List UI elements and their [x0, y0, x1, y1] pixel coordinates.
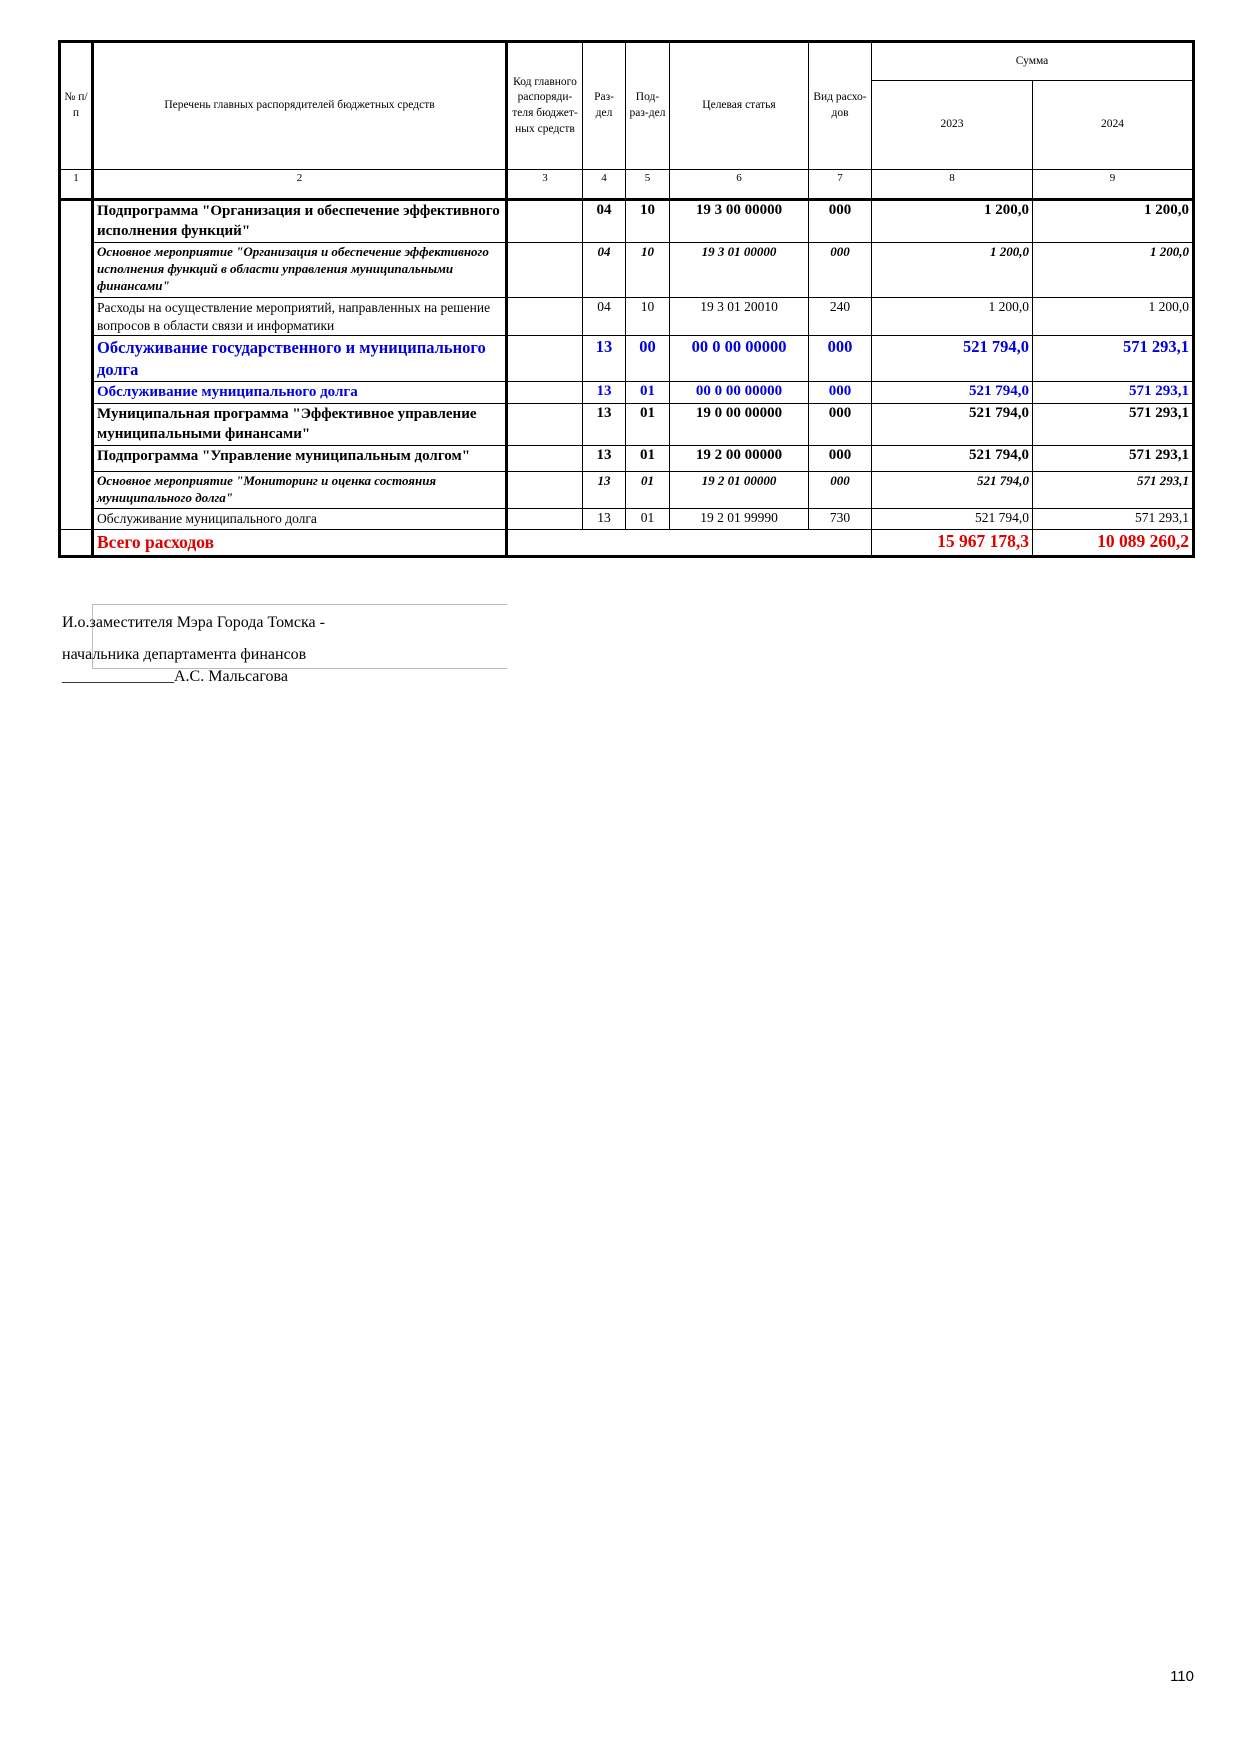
header-target: Целевая статья	[670, 42, 809, 170]
row-target: 19 3 01 20010	[670, 298, 809, 336]
row-value-2024: 571 293,1	[1033, 336, 1194, 382]
page-number: 110	[1170, 1668, 1194, 1685]
row-section: 13	[583, 446, 626, 472]
signature-title-line1: И.о.заместителя Мэра Города Томска -	[62, 614, 325, 631]
header-year-2023: 2023	[872, 81, 1033, 170]
row-number-cell	[60, 200, 93, 530]
row-admin-code	[507, 200, 583, 243]
row-section: 13	[583, 336, 626, 382]
row-subsection: 10	[626, 298, 670, 336]
header-sum: Сумма	[872, 42, 1194, 81]
row-admin-code	[507, 509, 583, 530]
row-admin-code	[507, 298, 583, 336]
row-name: Основное мероприятие "Организация и обеспечение эффективного исполнения функций в области управления муниципальными финансами"	[93, 243, 507, 298]
row-value-2024: 571 293,1	[1033, 472, 1194, 509]
row-subsection: 01	[626, 381, 670, 404]
row-name: Обслуживание муниципального долга	[93, 509, 507, 530]
row-admin-code	[507, 446, 583, 472]
table-row	[60, 381, 1194, 404]
total-value-2024: 10 089 260,2	[1033, 530, 1194, 557]
row-name: Обслуживание государственного и муниципального долга	[93, 336, 507, 382]
row-expense-type: 000	[809, 404, 872, 446]
header-num: № п/п	[60, 42, 93, 170]
row-expense-type: 000	[809, 200, 872, 243]
row-section: 13	[583, 381, 626, 404]
header-section: Раз-дел	[583, 42, 626, 170]
column-number: 7	[809, 170, 872, 200]
row-expense-type: 000	[809, 446, 872, 472]
row-value-2023: 1 200,0	[872, 200, 1033, 243]
row-value-2024: 1 200,0	[1033, 200, 1194, 243]
row-value-2024: 571 293,1	[1033, 404, 1194, 446]
header-name: Перечень главных распорядителей бюджетных средств	[93, 42, 507, 170]
row-value-2024: 571 293,1	[1033, 446, 1194, 472]
row-expense-type: 000	[809, 336, 872, 382]
row-value-2024: 571 293,1	[1033, 509, 1194, 530]
table-row	[60, 472, 1194, 509]
header-admin-code: Код главного распоряди-теля бюджет-ных средств	[507, 42, 583, 170]
row-name: Основное мероприятие "Мониторинг и оценка состояния муниципального долга"	[93, 472, 507, 509]
column-number: 2	[93, 170, 507, 200]
row-subsection: 10	[626, 243, 670, 298]
row-value-2023: 1 200,0	[872, 243, 1033, 298]
row-target: 19 3 01 00000	[670, 243, 809, 298]
budget-table	[58, 40, 1195, 558]
table-row	[60, 298, 1194, 336]
row-admin-code	[507, 336, 583, 382]
total-spacer	[507, 530, 872, 557]
row-value-2024: 1 200,0	[1033, 243, 1194, 298]
row-target: 19 0 00 00000	[670, 404, 809, 446]
row-expense-type: 000	[809, 381, 872, 404]
row-admin-code	[507, 243, 583, 298]
row-name: Обслуживание муниципального долга	[93, 381, 507, 404]
column-number: 9	[1033, 170, 1194, 200]
table-row	[60, 336, 1194, 382]
row-name: Расходы на осуществление мероприятий, направленных на решение вопросов в области связи и информатики	[93, 298, 507, 336]
row-subsection: 01	[626, 446, 670, 472]
row-name: Подпрограмма "Управление муниципальным долгом"	[93, 446, 507, 472]
row-expense-type: 730	[809, 509, 872, 530]
row-value-2023: 521 794,0	[872, 404, 1033, 446]
column-number-row	[60, 170, 1194, 200]
total-value-2023: 15 967 178,3	[872, 530, 1033, 557]
row-subsection: 10	[626, 200, 670, 243]
row-subsection: 01	[626, 404, 670, 446]
column-number: 4	[583, 170, 626, 200]
row-section: 13	[583, 472, 626, 509]
column-number: 5	[626, 170, 670, 200]
row-value-2024: 1 200,0	[1033, 298, 1194, 336]
row-target: 19 3 00 00000	[670, 200, 809, 243]
table-row	[60, 404, 1194, 446]
row-value-2023: 521 794,0	[872, 381, 1033, 404]
signature-name-line: ______________А.С. Мальсагова	[62, 668, 288, 685]
total-label: Всего расходов	[93, 530, 507, 557]
row-target: 19 2 00 00000	[670, 446, 809, 472]
table-row	[60, 446, 1194, 472]
row-value-2024: 571 293,1	[1033, 381, 1194, 404]
row-name: Подпрограмма "Организация и обеспечение эффективного исполнения функций"	[93, 200, 507, 243]
row-expense-type: 240	[809, 298, 872, 336]
total-blank-cell	[60, 530, 93, 557]
row-admin-code	[507, 472, 583, 509]
row-target: 00 0 00 00000	[670, 381, 809, 404]
column-number: 3	[507, 170, 583, 200]
header-expense-type: Вид расхо-дов	[809, 42, 872, 170]
header-subsection: Под-раз-дел	[626, 42, 670, 170]
row-target: 00 0 00 00000	[670, 336, 809, 382]
row-subsection: 01	[626, 509, 670, 530]
column-number: 1	[60, 170, 93, 200]
row-expense-type: 000	[809, 243, 872, 298]
row-value-2023: 521 794,0	[872, 472, 1033, 509]
signature-title-line2: начальника департамента финансов	[62, 646, 307, 663]
row-section: 13	[583, 404, 626, 446]
table-row	[60, 243, 1194, 298]
row-section: 13	[583, 509, 626, 530]
row-value-2023: 521 794,0	[872, 446, 1033, 472]
row-value-2023: 1 200,0	[872, 298, 1033, 336]
row-value-2023: 521 794,0	[872, 509, 1033, 530]
row-section: 04	[583, 298, 626, 336]
row-admin-code	[507, 404, 583, 446]
row-target: 19 2 01 00000	[670, 472, 809, 509]
row-value-2023: 521 794,0	[872, 336, 1033, 382]
column-number: 6	[670, 170, 809, 200]
row-target: 19 2 01 99990	[670, 509, 809, 530]
total-row	[60, 530, 1194, 557]
row-section: 04	[583, 200, 626, 243]
row-name: Муниципальная программа "Эффективное управление муниципальными финансами"	[93, 404, 507, 446]
table-row	[60, 200, 1194, 243]
row-section: 04	[583, 243, 626, 298]
row-subsection: 01	[626, 472, 670, 509]
table-row	[60, 509, 1194, 530]
row-admin-code	[507, 381, 583, 404]
column-number: 8	[872, 170, 1033, 200]
header-year-2024: 2024	[1033, 81, 1194, 170]
row-expense-type: 000	[809, 472, 872, 509]
row-subsection: 00	[626, 336, 670, 382]
